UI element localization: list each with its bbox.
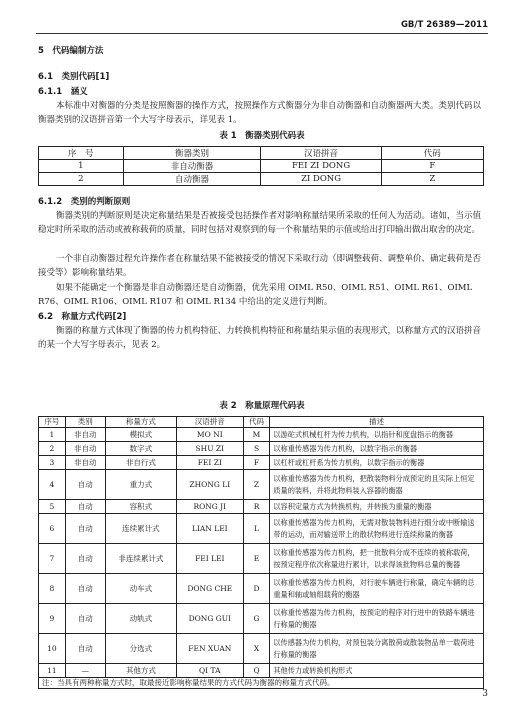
table2-col-method: 称量方式	[105, 417, 176, 428]
table-cell: 4	[39, 470, 66, 500]
table-cell: Q	[243, 664, 270, 678]
table2-col-category: 类别	[65, 417, 105, 428]
table-cell: Z	[381, 173, 483, 186]
section-5-title: 5 代码编制方法	[38, 46, 104, 56]
description-cell: 以称重传感器为传力机构，对行驶车辆进行称量，确定车辆的总重量和轴或轴组载荷的衡器	[270, 574, 484, 604]
table-row	[39, 544, 484, 574]
table2-note: 注：当具有两种称量方式时，取最接近影响称量结果的方式代码为衡器的称量方式代码。	[39, 678, 484, 689]
table-cell: 1	[39, 428, 66, 442]
section-6-1-2-title: 6.1.2 类别的判断原则	[38, 197, 131, 207]
table-cell: —	[65, 664, 105, 678]
table-row	[39, 470, 484, 500]
description-cell: 以游砣式机械杠杆为传力机构，以指针和度盘指示的衡器	[270, 428, 484, 442]
description-cell: 以杠杆或杠杆系为传力机构，以数字指示的衡器	[270, 456, 484, 470]
table-2-weighing-principle-codes	[38, 416, 484, 689]
table-cell: E	[243, 544, 270, 574]
table-row	[39, 428, 484, 442]
table1-col-category: 衡器类别	[123, 147, 261, 160]
paragraph-oiml: 如果不能确定一个衡器是非自动衡器还是自动衡器，优先采用 OIML R50、OIML R51、OIML R61、OIML R76、OIML R106、OIML R107 和 OIML R134 中给出的定义进行判断。	[38, 283, 473, 307]
table-cell: 动车式	[105, 574, 176, 604]
description-cell: 以传感器为传力机构，对预包装分离散荷或散装物品单一载荷进行称量的衡器	[270, 634, 484, 664]
table-cell: 重力式	[105, 470, 176, 500]
standard-code: GB/T 26389—2011	[400, 20, 488, 30]
table-cell: FEI ZI	[176, 456, 243, 470]
table-cell: 非自动衡器	[123, 160, 261, 173]
table-cell: 连续累计式	[105, 514, 176, 544]
table-cell: 非自动	[65, 442, 105, 456]
table-cell: QI TA	[176, 664, 243, 678]
description-cell: 其他传力或转换机构形式	[270, 664, 484, 678]
table-cell: ZI DONG	[261, 173, 381, 186]
table-cell: LIAN LEI	[176, 514, 243, 544]
table-cell: 5	[39, 500, 66, 514]
table-cell: F	[243, 456, 270, 470]
table-cell: FEI ZI DONG	[261, 160, 381, 173]
description-cell: 以称重传感器为传力机构，按预定的程序对行进中的铁路车辆进行称量的衡器	[270, 604, 484, 634]
table-cell: 1	[39, 160, 124, 173]
header-rule	[36, 33, 488, 34]
description-cell: 以称重传感器为传力机构，把散装物料分成预定的且实际上恒定质量的装料，并将此物料装入容器的衡器	[270, 470, 484, 500]
table-cell: 6	[39, 514, 66, 544]
table2-caption: 表 2 称量原理代码表	[219, 401, 305, 411]
table-cell: R	[243, 500, 270, 514]
table2-col-description: 描述	[270, 417, 484, 428]
table-cell: 自动	[65, 500, 105, 514]
table-row	[39, 500, 484, 514]
table-cell: 自动	[65, 544, 105, 574]
table2-col-no: 序号	[39, 417, 66, 428]
table-cell: DONG GUI	[176, 604, 243, 634]
table-cell: 7	[39, 544, 66, 574]
table1-col-no: 序 号	[39, 147, 124, 160]
table-cell: 非连续累计式	[105, 544, 176, 574]
description-cell: 以称重传感器为传力机构，把一批散料分成不连续的被称载荷，按预定程序依次称量进行累计，以求得该批物料总量的衡器	[270, 544, 484, 574]
table-row	[39, 442, 484, 456]
table-cell: 自动	[65, 634, 105, 664]
table-cell: 非自动	[65, 428, 105, 442]
table-row	[39, 574, 484, 604]
table-cell: S	[243, 442, 270, 456]
table-cell: M	[243, 428, 270, 442]
table-cell: 自动衡器	[123, 173, 261, 186]
table-row	[39, 160, 484, 173]
table1-caption: 表 1 衡器类别代码表	[219, 131, 305, 141]
table1-col-pinyin: 汉语拼音	[261, 147, 381, 160]
paragraph-judgment-principle: 衡器类别的判断原则是决定称量结果是否被接受包括操作者对影响称量结果所采取的任何人为活动。诸如，当示值稳定时所采取的活动或被称载荷的质量，同时包括对观察到的每一个称量结果的示值或给出打印输出做出取舍的决定。	[38, 211, 482, 235]
table-cell: X	[243, 634, 270, 664]
table-cell: 10	[39, 634, 66, 664]
table-cell: FEN XUAN	[176, 634, 243, 664]
table-row	[39, 173, 484, 186]
table-cell: 容积式	[105, 500, 176, 514]
table-cell: 2	[39, 442, 66, 456]
table-cell: 11	[39, 664, 66, 678]
table-cell: D	[243, 574, 270, 604]
table-row	[39, 664, 484, 678]
paragraph-non-automatic: 一个非自动衡器过程允许操作者在称量结果不能被接受的情况下采取行动（即调整载荷、调整单价、确定载荷是否接受等）影响称量结果。	[38, 254, 482, 278]
table-cell: 非自动	[65, 456, 105, 470]
table-cell: RONG JI	[176, 500, 243, 514]
section-6-1-title: 6.1 类别代码[1]	[38, 72, 110, 82]
table-cell: F	[381, 160, 483, 173]
table-cell: 数字式	[105, 442, 176, 456]
table-cell: 9	[39, 604, 66, 634]
table1-col-code: 代码	[381, 147, 483, 160]
table-cell: 自动	[65, 574, 105, 604]
table-cell: L	[243, 514, 270, 544]
description-cell: 以容积定量方式为转换机构，并转换为重量的衡器	[270, 500, 484, 514]
description-cell: 以称重传感器为传力机构，以数字指示的衡器	[270, 442, 484, 456]
table-cell: 8	[39, 574, 66, 604]
table-cell: MO NI	[176, 428, 243, 442]
table2-note-row	[39, 678, 484, 689]
table-cell: 动轨式	[105, 604, 176, 634]
table-cell: 3	[39, 456, 66, 470]
table-cell: SHU ZI	[176, 442, 243, 456]
table-cell: 非自行式	[105, 456, 176, 470]
table2-col-code: 代码	[243, 417, 270, 428]
table-row	[39, 634, 484, 664]
table-cell: 分选式	[105, 634, 176, 664]
table-cell: 模拟式	[105, 428, 176, 442]
paragraph-classification: 本标准中对衡器的分类是按照衡器的操作方式，按照操作方式衡器分为非自动衡器和自动衡器两大类。类别代码以衡器类别的汉语拼音第一个大写字母表示，详见表 1。	[38, 101, 482, 125]
table-1-category-codes	[38, 146, 484, 186]
paragraph-weighing-method: 衡器的称量方式体现了衡器的传力机构特征、力转换机构特征和称量结果示值的表现形式，以称量方式的汉语拼音的某一个大写字母表示，见表 2。	[38, 326, 482, 350]
table1-header-row	[39, 147, 484, 160]
table-cell: FEI LEI	[176, 544, 243, 574]
table2-header-row	[39, 417, 484, 428]
table2-col-pinyin: 汉语拼音	[176, 417, 243, 428]
table-row	[39, 456, 484, 470]
table-cell: Z	[243, 470, 270, 500]
description-cell: 以称重传感器为传力机构，无需对散装物料进行细分或中断输送带的运动，而对输送带上的散状物料进行连续称量的衡器	[270, 514, 484, 544]
page-number: 3	[482, 689, 488, 699]
table-cell: 自动	[65, 604, 105, 634]
table-cell: 2	[39, 173, 124, 186]
table-cell: 自动	[65, 470, 105, 500]
table-cell: 自动	[65, 514, 105, 544]
table-row	[39, 514, 484, 544]
table-cell: DONG CHE	[176, 574, 243, 604]
table-cell: 其他方式	[105, 664, 176, 678]
table-cell: ZHONG LI	[176, 470, 243, 500]
table-row	[39, 604, 484, 634]
section-6-1-1-title: 6.1.1 涵义	[38, 87, 88, 97]
section-6-2-title: 6.2 称量方式代码[2]	[38, 312, 127, 322]
table-cell: G	[243, 604, 270, 634]
